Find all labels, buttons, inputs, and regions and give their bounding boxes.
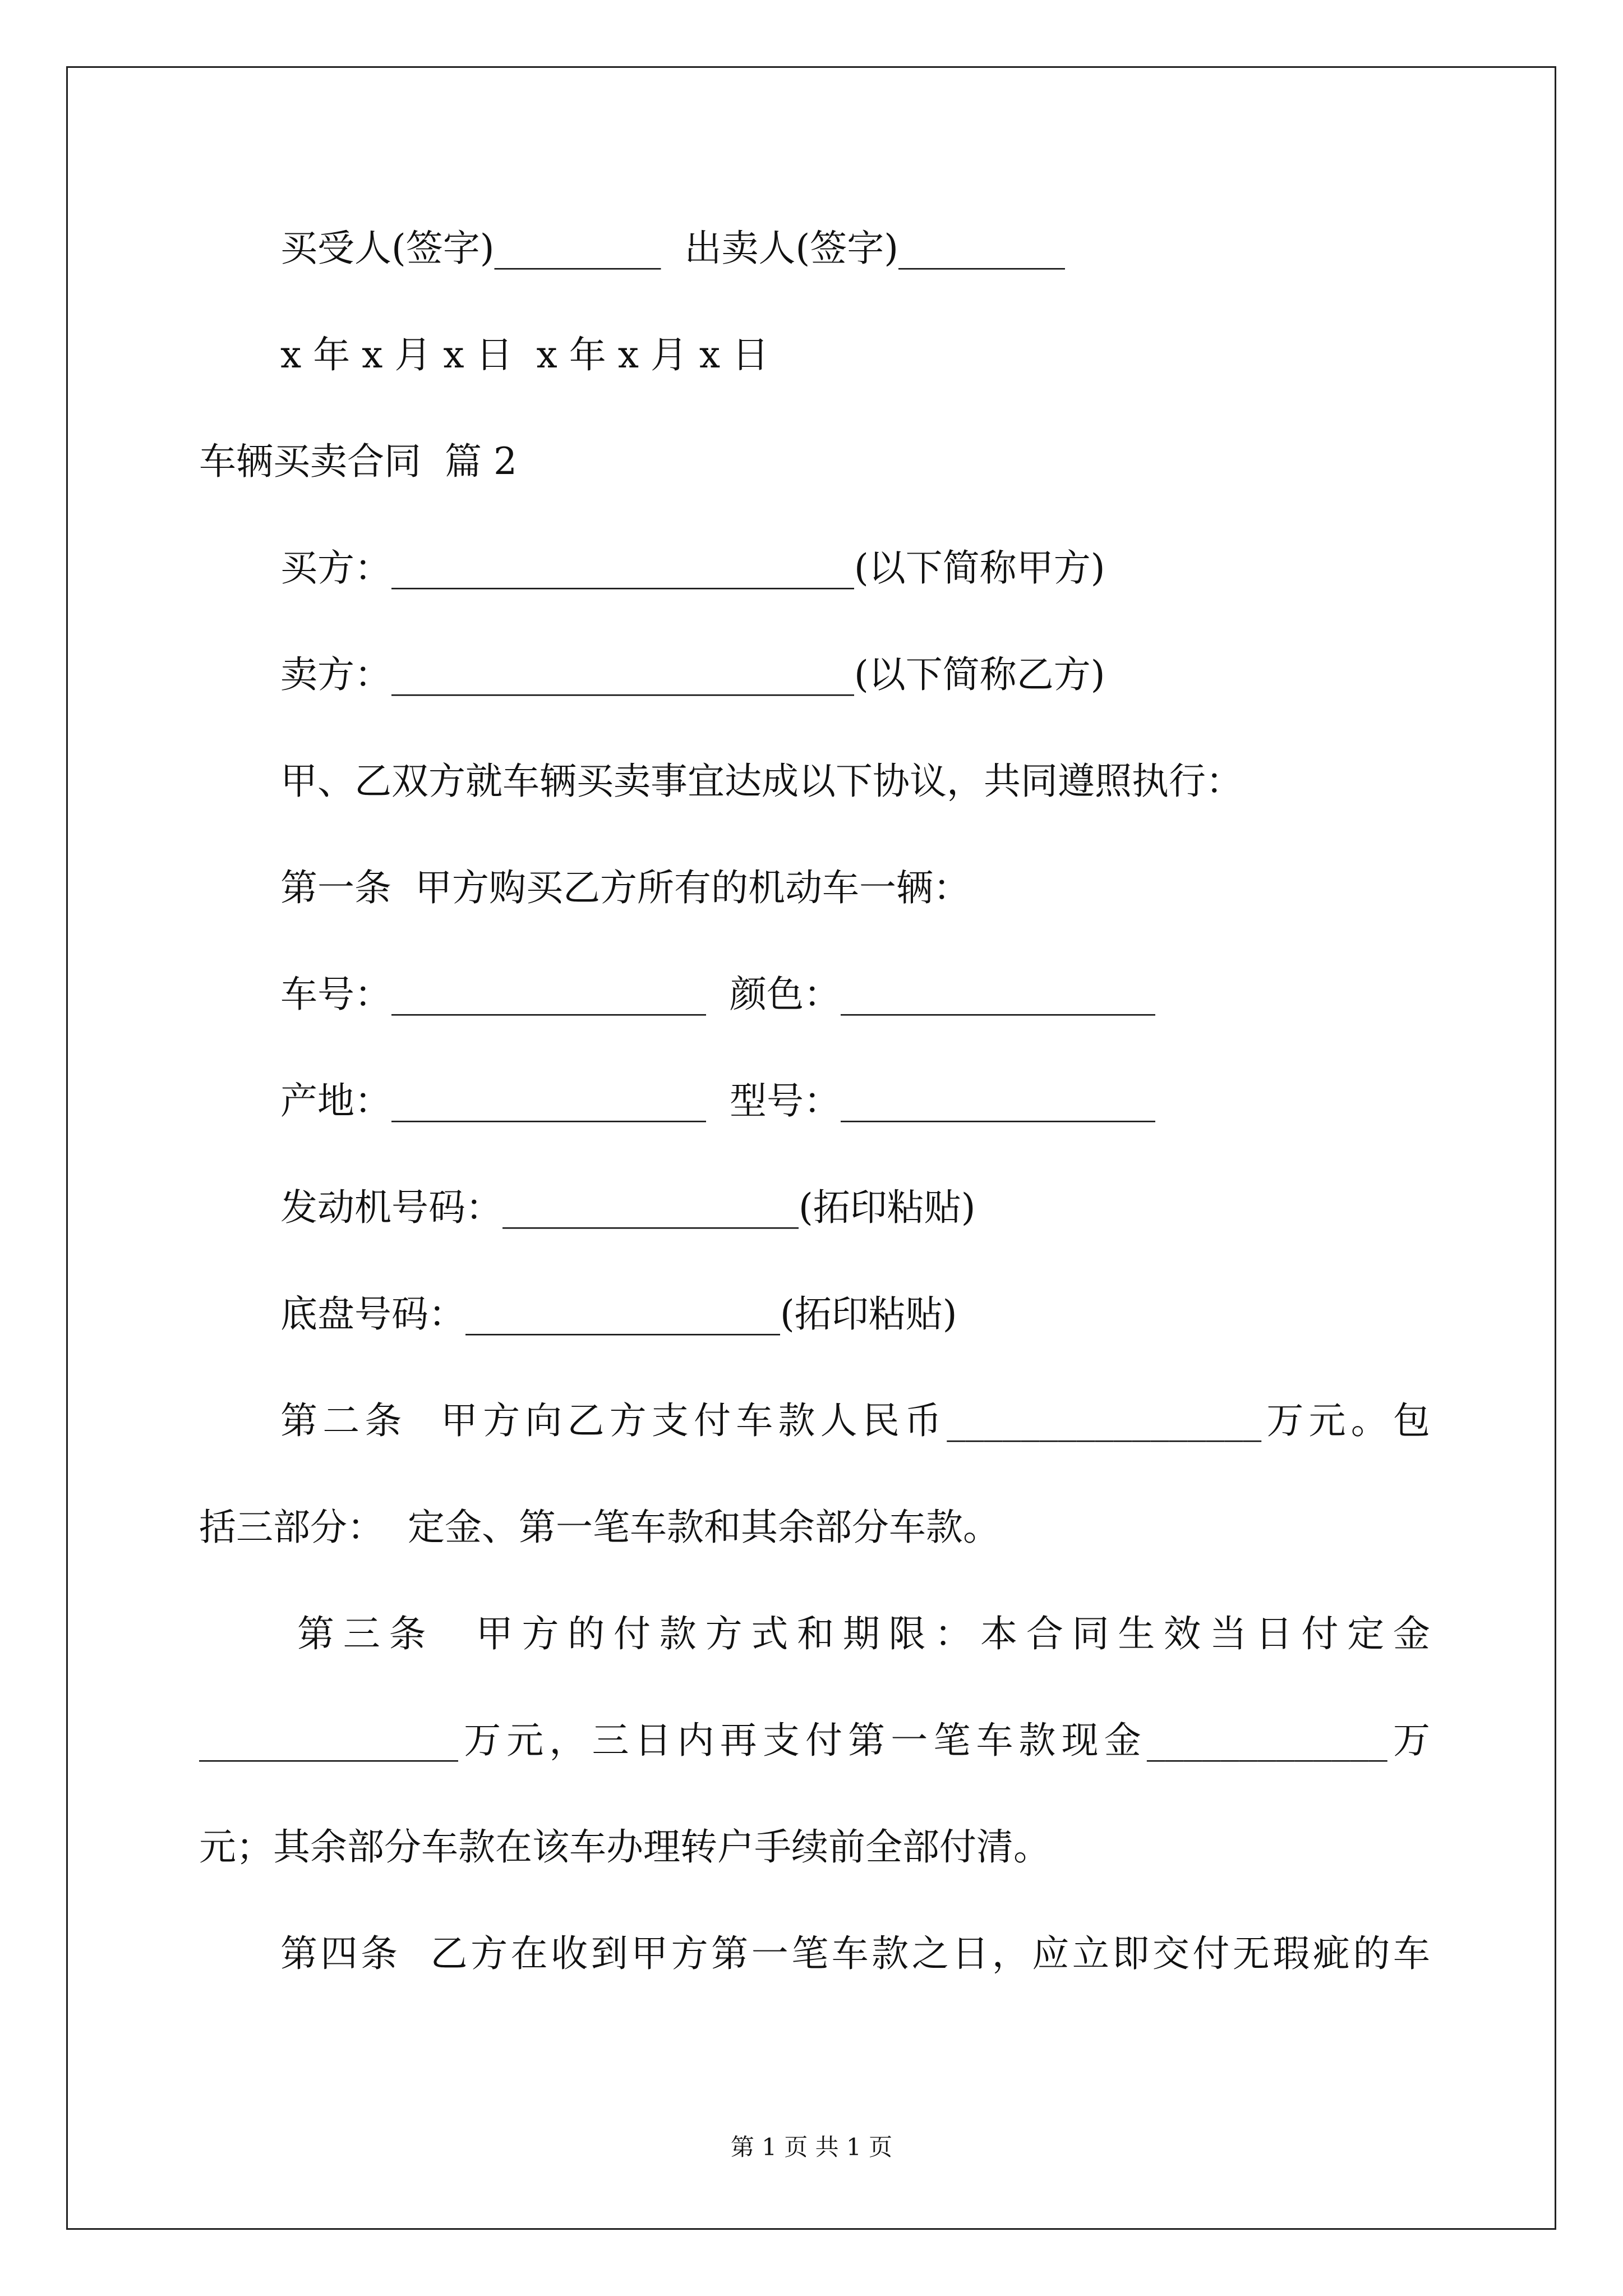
origin-model-line: 产地：_________________ 型号：_________________ xyxy=(280,1079,1155,1122)
buyer-line: 买方：_________________________(以下简称甲方) xyxy=(280,546,1105,590)
page-border xyxy=(66,66,1556,2230)
date-line: x 年 x 月 x 日 x 年 x 月 x 日 xyxy=(280,333,769,376)
article-1: 第一条 甲方购买乙方所有的机动车一辆： xyxy=(280,866,970,909)
engine-number-line: 发动机号码：________________(拓印粘贴) xyxy=(280,1186,976,1229)
article-3-line-3: 元；其余部分车款在该车办理转户手续前全部付清。 xyxy=(199,1825,1050,1869)
agreement-intro: 甲、乙双方就车辆买卖事宜达成以下协议，共同遵照执行： xyxy=(280,760,1243,803)
article-4-line-1: 第四条 乙方在收到甲方第一笔车款之日，应立即交付无瑕疵的车 xyxy=(280,1932,1430,1975)
article-3-line-2: ______________万元，三日内再支付第一笔车款现金_____________万 xyxy=(199,1719,1430,1762)
article-3-line-1: 第三条 甲方的付款方式和期限：本合同生效当日付定金 xyxy=(297,1612,1430,1655)
plate-color-line: 车号：_________________ 颜色：_________________ xyxy=(280,973,1155,1016)
article-2-line-1: 第二条 甲方向乙方支付车款人民币_________________万元。包 xyxy=(280,1399,1430,1442)
section-title: 车辆买卖合同 篇 2 xyxy=(199,440,517,483)
chassis-number-line: 底盘号码：_________________(拓印粘贴) xyxy=(280,1292,957,1336)
seller-line: 卖方：_________________________(以下简称乙方) xyxy=(280,653,1105,696)
article-2-line-2: 括三部分： 定金、第一笔车款和其余部分车款。 xyxy=(199,1506,1000,1549)
signature-line: 买受人(签字)_________ 出卖人(签字)_________ xyxy=(280,227,1065,270)
page-footer: 第 1 页 共 1 页 xyxy=(730,2133,893,2161)
